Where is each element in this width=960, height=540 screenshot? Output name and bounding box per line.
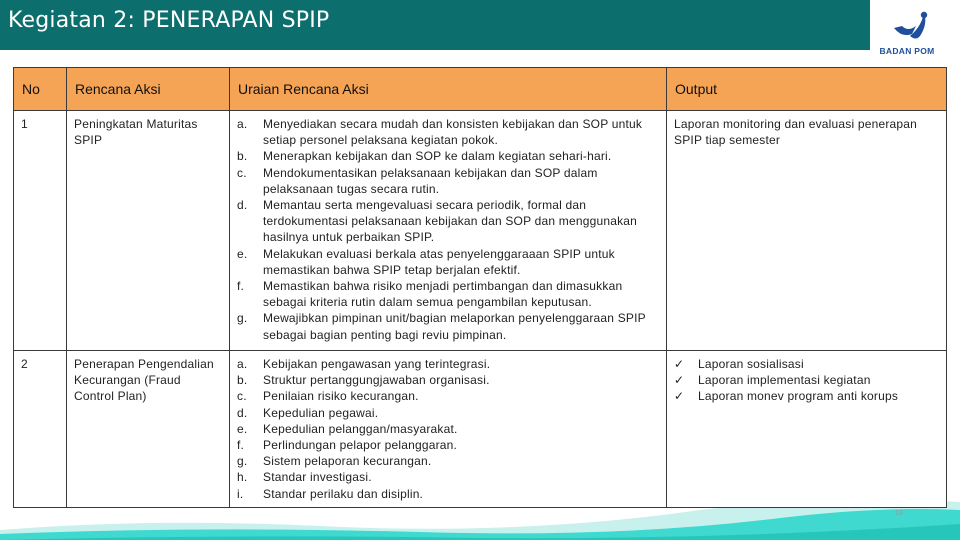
item-text: Sistem pelaporan kecurangan. bbox=[263, 454, 432, 469]
row-number: 2 bbox=[14, 351, 67, 508]
checkmark-icon: ✓ bbox=[674, 389, 685, 404]
list-item bbox=[237, 197, 659, 246]
item-letter: d. bbox=[237, 198, 248, 213]
item-text: Melakukan evaluasi berkala atas penyelenggaraaan SPIP untuk memastikan bahwa SPIP tetap berjalan efektif. bbox=[263, 246, 615, 277]
item-letter: c. bbox=[237, 165, 247, 180]
checkmark-icon: ✓ bbox=[674, 373, 685, 388]
item-letter: f. bbox=[237, 438, 245, 453]
item-text: Struktur pertanggungjawaban organisasi. bbox=[263, 373, 490, 388]
logo-text: BADAN POM bbox=[879, 46, 935, 56]
header-output: Output bbox=[667, 68, 947, 111]
list-item bbox=[237, 310, 659, 342]
output-item-text: Laporan sosialisasi bbox=[698, 357, 804, 371]
item-letter: d. bbox=[237, 405, 248, 420]
uraian-cell bbox=[230, 111, 667, 351]
item-text: Kebijakan pengawasan yang terintegrasi. bbox=[263, 357, 491, 371]
header-uraian-rencana-aksi: Uraian Rencana Aksi bbox=[230, 68, 667, 111]
output-cell bbox=[667, 351, 947, 508]
badan-pom-logo bbox=[872, 6, 942, 60]
item-text: Memastikan bahwa risiko menjadi pertimbangan dan dimasukkan sebagai kriteria rutin dalam semua pengambilan keputusan. bbox=[263, 279, 623, 310]
output-item-text: Laporan monev program anti korups bbox=[698, 389, 899, 404]
list-item bbox=[237, 388, 659, 404]
item-text: Menerapkan kebijakan dan SOP ke dalam kegiatan sehari-hari. bbox=[263, 149, 612, 164]
output-item-text: Laporan implementasi kegiatan bbox=[698, 373, 871, 388]
item-text: Perlindungan pelapor pelanggaran. bbox=[263, 438, 458, 453]
list-item bbox=[237, 165, 659, 197]
list-item bbox=[674, 356, 939, 372]
rencana-aksi-cell: Peningkatan Maturitas SPIP bbox=[67, 111, 230, 351]
item-text: Menyediakan secara mudah dan konsisten kebijakan dan SOP untuk setiap personel pelaksana kegiatan pokok. bbox=[263, 117, 643, 148]
item-letter: c. bbox=[237, 389, 247, 404]
item-letter: i. bbox=[237, 486, 244, 501]
item-letter: e. bbox=[237, 421, 248, 436]
list-item bbox=[237, 437, 659, 453]
item-text: Mendokumentasikan pelaksanaan kebijakan dan SOP dalam pelaksanaan tugas secara rutin. bbox=[263, 165, 598, 196]
list-item bbox=[674, 388, 939, 404]
item-text: Mewajibkan pimpinan unit/bagian melaporkan penyelenggaraan SPIP sebagai bagian penting bagi reviu pimpinan. bbox=[263, 311, 646, 342]
header-rencana-aksi: Rencana Aksi bbox=[67, 68, 230, 111]
item-text: Penilaian risiko kecurangan. bbox=[263, 389, 419, 404]
uraian-list bbox=[237, 116, 659, 343]
uraian-cell bbox=[230, 351, 667, 508]
table-row bbox=[14, 351, 947, 508]
list-item bbox=[237, 356, 659, 372]
item-letter: g. bbox=[237, 311, 248, 326]
item-text: Standar investigasi. bbox=[263, 470, 372, 485]
list-item bbox=[237, 405, 659, 421]
list-item bbox=[237, 469, 659, 485]
uraian-list bbox=[237, 356, 659, 502]
item-text: Standar perilaku dan disiplin. bbox=[263, 486, 424, 501]
item-letter: f. bbox=[237, 279, 245, 294]
list-item bbox=[237, 278, 659, 310]
list-item bbox=[237, 116, 659, 148]
item-text: Memantau serta mengevaluasi secara periodik, formal dan terdokumentasi pelaksanaan kebijakan dan SOP dan menggunakan hasilnya untuk perbaikan SPIP. bbox=[263, 198, 638, 245]
list-item bbox=[237, 421, 659, 437]
item-letter: g. bbox=[237, 454, 248, 469]
row-number: 1 bbox=[14, 111, 67, 351]
output-cell: Laporan monitoring dan evaluasi penerapan SPIP tiap semester bbox=[667, 111, 947, 351]
rencana-aksi-cell: Penerapan Pengendalian Kecurangan (Fraud Control Plan) bbox=[67, 351, 230, 508]
page-title: Kegiatan 2: PENERAPAN SPIP bbox=[8, 8, 330, 33]
checkmark-icon: ✓ bbox=[674, 357, 685, 371]
list-item bbox=[237, 148, 659, 164]
page-number: 19 bbox=[895, 510, 903, 517]
list-item bbox=[237, 372, 659, 388]
action-plan-table bbox=[13, 67, 947, 508]
item-letter: b. bbox=[237, 149, 248, 164]
output-list bbox=[674, 356, 939, 405]
list-item bbox=[237, 486, 659, 502]
item-letter: h. bbox=[237, 470, 248, 485]
title-bar bbox=[0, 0, 870, 50]
table-row bbox=[14, 111, 947, 351]
list-item bbox=[674, 372, 939, 388]
item-letter: b. bbox=[237, 373, 248, 388]
list-item bbox=[237, 246, 659, 278]
item-letter: a. bbox=[237, 117, 248, 131]
item-letter: a. bbox=[237, 357, 248, 371]
badan-pom-logo-icon bbox=[872, 6, 942, 48]
list-item bbox=[237, 453, 659, 469]
table-header-row bbox=[14, 68, 947, 111]
item-text: Kepedulian pegawai. bbox=[263, 405, 379, 420]
item-text: Kepedulian pelanggan/masyarakat. bbox=[263, 421, 458, 436]
item-letter: e. bbox=[237, 246, 248, 261]
header-no: No bbox=[14, 68, 67, 111]
